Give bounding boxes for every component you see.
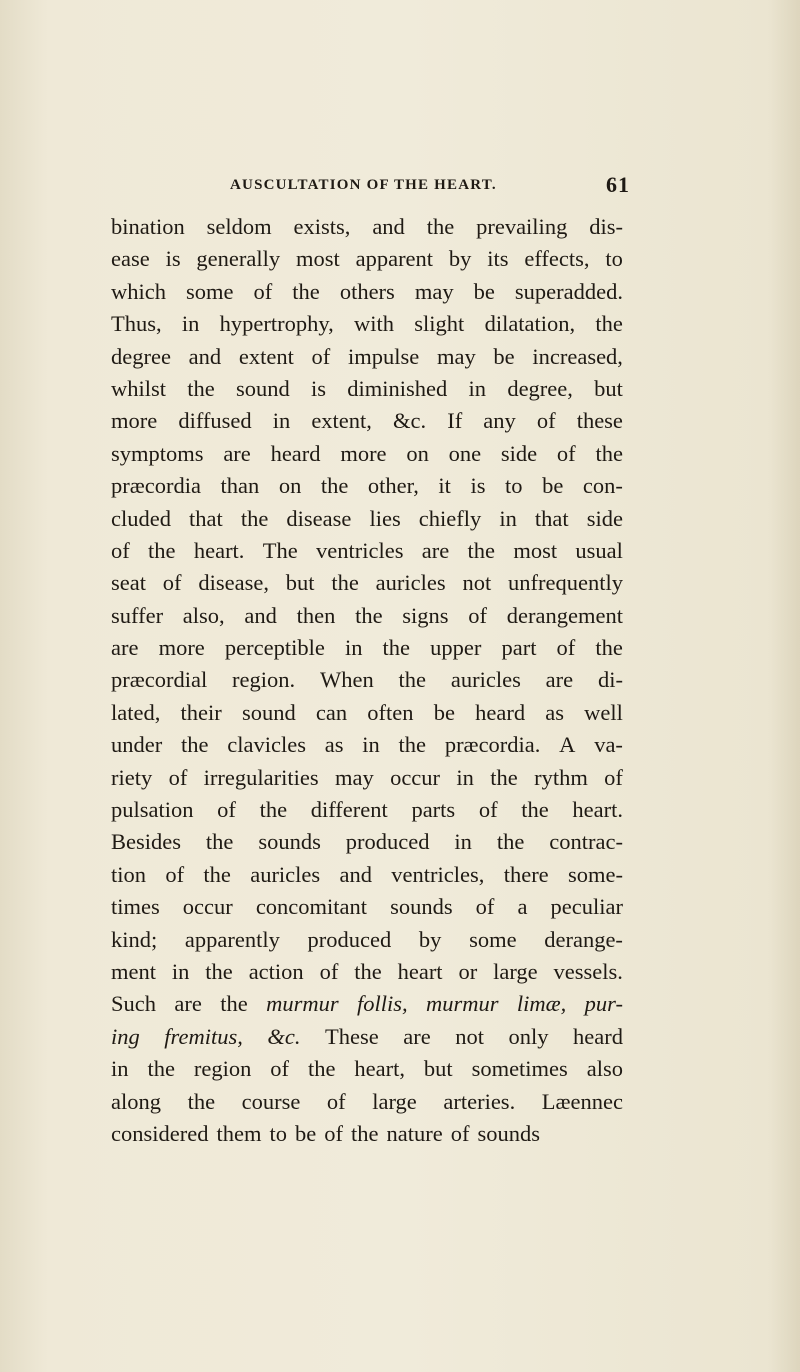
text-line: tion of the auricles and ventricles, there some- [111,861,623,887]
text-line: præcordial region. When the auricles are di- [111,667,623,693]
text-line: Such are the murmur follis, murmur limæ, pur- [111,991,623,1017]
text-line: in the region of the heart, but sometimes also [111,1056,623,1082]
text-line: ment in the action of the heart or large vessels. [111,958,623,984]
text-line: kind; apparently produced by some derange- [111,926,623,952]
text-line: ing fremitus, &c. These are not only heard [111,1023,623,1049]
text-line: degree and extent of impulse may be increased, [111,343,623,369]
text-line: riety of irregularities may occur in the rythm of [111,764,623,790]
text-line: of the heart. The ventricles are the most usual [111,537,623,563]
text-line: more diffused in extent, &c. If any of these [111,408,623,434]
text-line: lated, their sound can often be heard as well [111,699,623,725]
running-head [230,174,630,198]
text-line: considered them to be of the nature of sounds [111,1120,540,1146]
text-line: ease is generally most apparent by its effects, to [111,246,623,272]
text-line: symptoms are heard more on one side of the [111,440,623,466]
text-line: along the course of large arteries. Læennec [111,1088,623,1114]
text-line: which some of the others may be superadded. [111,278,623,304]
text-line: præcordia than on the other, it is to be con- [111,473,623,499]
text-line: suffer also, and then the signs of derangement [111,602,623,628]
running-title: AUSCULTATION OF THE HEART. [230,177,497,193]
text-line: times occur concomitant sounds of a peculiar [111,894,623,920]
text-line: are more perceptible in the upper part of the [111,635,623,661]
text-line: bination seldom exists, and the prevailing dis- [111,214,623,239]
text-line: seat of disease, but the auricles not unfrequently [111,570,623,596]
text-line: under the clavicles as in the præcordia. A va- [111,732,623,758]
body-text [111,211,623,1150]
text-line: whilst the sound is diminished in degree, but [111,375,623,401]
text-line: pulsation of the different parts of the heart. [111,797,623,823]
text-line: Besides the sounds produced in the contrac- [111,829,623,855]
text-line: cluded that the disease lies chiefly in that side [111,505,623,531]
page-number: 61 [606,172,630,197]
text-line: Thus, in hypertrophy, with slight dilatation, the [111,311,623,337]
